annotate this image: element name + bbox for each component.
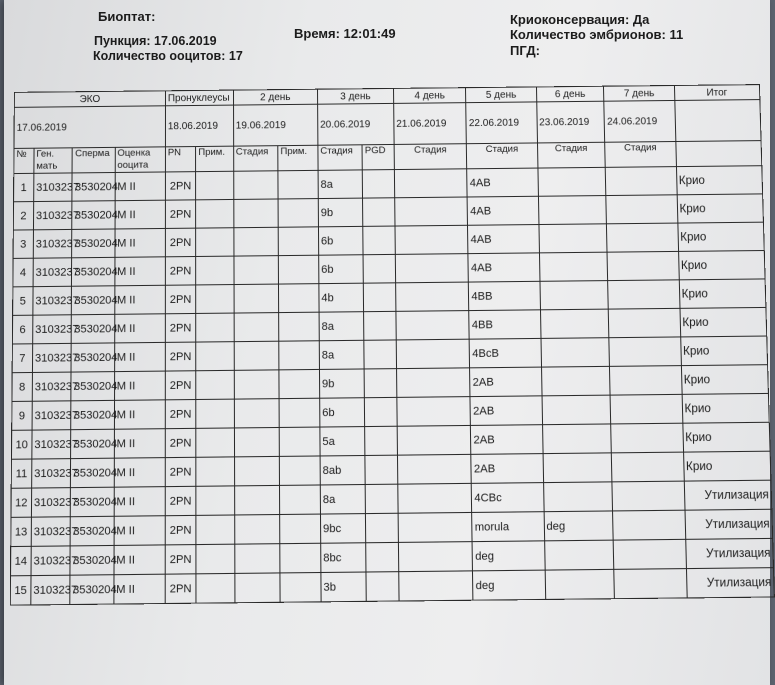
cell-pn-note: [196, 342, 234, 371]
cell-result: Утилизация: [685, 538, 773, 568]
cell-gen-mother: 3103237: [32, 459, 72, 488]
cell-pn: 2PN: [165, 515, 196, 545]
cell-d2-note: [278, 255, 318, 284]
col-sperm: Сперма: [73, 147, 115, 173]
cell-d2-stage: [234, 544, 280, 574]
cell-result: Утилизация: [684, 480, 772, 510]
cell-oocyte-grade: M II: [115, 228, 166, 257]
cell-d2-stage: [234, 370, 279, 399]
cell-d2-stage: [234, 313, 279, 342]
cell-gen-mother: 3103237: [34, 173, 73, 202]
cell-d3-pgd: [366, 513, 399, 543]
group-day6: 6 день: [536, 86, 604, 102]
cell-oocyte-grade: M II: [114, 314, 165, 343]
cell-pn: 2PN: [165, 486, 196, 515]
cell-d7-stage: [611, 423, 683, 453]
cell-oocyte-grade: M II: [114, 545, 166, 575]
biopsy-label: Биоптат:: [98, 9, 156, 24]
group-pronucleus: Пронуклеусы: [165, 90, 233, 106]
cell-sperm: 3530204: [72, 286, 115, 315]
cell-num: 14: [11, 546, 32, 575]
cell-gen-mother: 3103237: [31, 546, 71, 576]
cell-d2-note: [279, 341, 319, 370]
cell-d4-stage: [397, 425, 471, 455]
cell-d4-stage: [395, 197, 468, 226]
col-d7-stage: Стадия: [605, 142, 676, 168]
cell-d3-pgd: [363, 254, 395, 283]
cell-d5-stage: 2AB: [470, 396, 542, 426]
date-eko: 17.06.2019: [14, 106, 165, 149]
cell-num: 13: [11, 517, 32, 546]
col-d3-stage: Стадия: [318, 145, 363, 171]
cell-d5-stage: 2AB: [470, 367, 542, 397]
cell-pn: 2PN: [165, 200, 196, 229]
cell-result: Утилизация: [685, 509, 773, 539]
group-day5: 5 день: [466, 87, 536, 103]
cell-d5-stage: 4AB: [467, 196, 538, 225]
cell-d2-stage: [233, 199, 278, 228]
cell-d2-note: [279, 369, 320, 398]
cell-pn-note: [196, 285, 234, 314]
cell-d2-stage: [234, 514, 280, 544]
col-oocyte-grade: Оценка ооцита: [115, 147, 166, 173]
cell-d5-stage: 4BcB: [469, 338, 541, 367]
cell-d6-stage: [537, 167, 606, 196]
cell-d2-note: [279, 398, 320, 427]
cell-gen-mother: 3103237: [31, 575, 71, 605]
cell-d3-stage: 8a: [319, 312, 364, 341]
cell-d3-pgd: [363, 170, 395, 199]
date-day6: 23.06.2019: [536, 101, 605, 143]
cell-d6-stage: [538, 224, 607, 253]
cell-result: Крио: [677, 222, 764, 251]
cell-d5-stage: 4BB: [469, 310, 540, 339]
cell-pn: 2PN: [165, 172, 196, 201]
cell-d3-pgd: [364, 340, 396, 369]
cell-d3-pgd: [365, 455, 397, 484]
cell-d6-stage: [541, 338, 610, 367]
cell-oocyte-grade: M II: [114, 257, 165, 286]
cell-oocyte-grade: M II: [114, 429, 165, 458]
cell-pn-note: [196, 486, 234, 516]
cell-d3-pgd: [366, 572, 399, 602]
cell-result: Крио: [677, 194, 764, 223]
cell-oocyte-grade: M II: [113, 574, 165, 604]
group-day4: 4 день: [393, 88, 466, 104]
cell-result: Крио: [679, 279, 766, 308]
cell-oocyte-grade: M II: [115, 172, 166, 201]
cell-d7-stage: [608, 280, 680, 309]
document-sheet: [4, 0, 770, 685]
cell-d7-stage: [606, 167, 677, 196]
cell-d4-stage: [395, 225, 468, 254]
cell-result: Крио: [682, 393, 770, 423]
cell-pn: 2PN: [165, 545, 196, 575]
cell-d2-stage: [234, 399, 279, 428]
cell-sperm: 3530204: [72, 172, 114, 201]
col-d6-stage: Стадия: [537, 142, 606, 168]
cell-d6-stage: [543, 482, 613, 512]
cell-d2-note: [279, 284, 319, 313]
cell-sperm: 3530204: [71, 400, 114, 429]
cell-pn: 2PN: [165, 228, 196, 257]
cell-d4-stage: [398, 483, 472, 513]
cell-gen-mother: 3103237: [33, 229, 72, 258]
cell-d3-stage: 8a: [318, 170, 363, 199]
col-gen-mother: Ген. мать: [34, 148, 73, 174]
cell-d3-pgd: [364, 369, 396, 398]
cell-d3-stage: 8a: [320, 484, 366, 514]
cell-result: Крио: [676, 166, 763, 195]
cell-result: Крио: [680, 307, 767, 337]
cell-d4-stage: [395, 282, 469, 311]
cell-d7-stage: [614, 539, 686, 569]
cell-d5-stage: 4AB: [467, 168, 538, 197]
cell-pn: 2PN: [165, 256, 196, 285]
cell-sperm: 3530204: [72, 229, 115, 258]
cell-oocyte-grade: M II: [114, 285, 165, 314]
cell-d7-stage: [610, 366, 682, 396]
cell-pn: 2PN: [165, 428, 196, 457]
cell-pn-note: [196, 171, 234, 200]
cell-d2-stage: [234, 427, 279, 456]
cell-d2-note: [278, 227, 318, 256]
col-total: [675, 141, 761, 167]
cell-gen-mother: 3103237: [32, 372, 71, 401]
cell-d2-stage: [234, 256, 279, 285]
date-day3: 20.06.2019: [317, 103, 394, 145]
cell-d5-stage: morula: [472, 512, 544, 542]
date-day4: 21.06.2019: [394, 103, 467, 145]
cell-oocyte-grade: M II: [114, 516, 165, 546]
cell-d6-stage: deg: [544, 511, 614, 541]
cell-d3-pgd: [363, 226, 395, 255]
cell-d3-stage: 9bc: [320, 514, 366, 544]
cell-d3-stage: 4b: [319, 283, 364, 312]
cell-sperm: 3530204: [71, 516, 114, 546]
cell-d2-stage: [234, 341, 279, 370]
cell-d2-note: [280, 514, 321, 544]
cell-num: 3: [13, 230, 33, 259]
cell-d2-note: [279, 312, 319, 341]
cell-pn-note: [196, 199, 234, 228]
cell-d3-stage: 8ab: [320, 455, 366, 484]
col-d2-stage: Стадия: [233, 146, 278, 172]
cell-d7-stage: [607, 251, 678, 280]
time-label: Время: 12:01:49: [294, 26, 396, 41]
cell-pn-note: [196, 313, 234, 342]
cell-result: Крио: [683, 451, 771, 481]
date-total: [674, 100, 761, 142]
cell-sperm: 3530204: [70, 545, 113, 575]
cell-d4-stage: [397, 454, 471, 484]
cell-result: Крио: [678, 251, 765, 280]
cell-d4-stage: [394, 169, 467, 198]
cell-pn-note: [196, 256, 234, 285]
cell-sperm: 3530204: [70, 575, 113, 605]
cell-d6-stage: [545, 569, 615, 599]
cell-sperm: 3530204: [71, 429, 114, 458]
cell-d4-stage: [396, 339, 470, 368]
cell-num: 12: [11, 488, 32, 517]
cell-d2-stage: [233, 171, 278, 200]
col-pn: PN: [165, 147, 196, 172]
cell-d2-stage: [234, 284, 279, 313]
cell-d2-note: [278, 170, 318, 199]
cell-d5-stage: 4CBc: [472, 483, 544, 513]
cell-num: 7: [12, 344, 32, 373]
cell-result: Крио: [681, 365, 768, 395]
group-eko: ЭКО: [14, 91, 165, 108]
cell-d3-stage: 8bc: [321, 543, 367, 573]
cell-sperm: 3530204: [72, 314, 115, 343]
cell-d3-stage: 8a: [319, 340, 364, 369]
cell-result: Утилизация: [686, 568, 774, 598]
cell-pn-note: [196, 573, 234, 603]
cell-gen-mother: 3103237: [33, 315, 72, 344]
cell-d3-pgd: [364, 283, 396, 312]
cell-pn-note: [196, 399, 234, 428]
cell-pn-note: [196, 457, 234, 486]
date-day5: 22.06.2019: [466, 102, 537, 144]
cell-d7-stage: [606, 195, 677, 224]
cell-d6-stage: [543, 453, 613, 483]
cell-d3-stage: 9b: [318, 198, 363, 227]
cell-gen-mother: 3103237: [33, 258, 72, 287]
cell-num: 11: [11, 459, 31, 488]
cell-sperm: 3530204: [71, 458, 114, 487]
col-d3-pgd: PGD: [362, 144, 394, 169]
cell-d3-pgd: [363, 198, 395, 227]
cell-d4-stage: [395, 254, 469, 283]
cell-d2-stage: [234, 485, 279, 515]
cell-d4-stage: [398, 512, 472, 542]
col-pn-note: Прим.: [196, 146, 234, 172]
cryo-status: Криоконсервация: Да: [510, 12, 650, 27]
cell-gen-mother: 3103237: [32, 343, 71, 372]
cell-pn: 2PN: [165, 313, 196, 342]
cell-pn: 2PN: [165, 342, 196, 371]
cell-d5-stage: deg: [473, 570, 545, 600]
cell-gen-mother: 3103237: [31, 488, 71, 518]
table-body: [10, 85, 774, 606]
cell-oocyte-grade: M II: [114, 342, 165, 371]
cell-gen-mother: 3103237: [33, 201, 72, 230]
cell-d3-pgd: [365, 426, 397, 455]
cell-d4-stage: [399, 571, 474, 601]
cell-num: 5: [13, 287, 33, 316]
cell-d2-note: [278, 199, 318, 228]
cell-d2-note: [280, 485, 321, 515]
cell-d4-stage: [397, 397, 471, 427]
cell-d7-stage: [609, 308, 681, 337]
cell-d6-stage: [542, 424, 612, 454]
cell-d3-stage: 6b: [318, 226, 363, 255]
cell-pn-note: [196, 228, 234, 257]
col-d2-note: Прим.: [278, 145, 318, 171]
cell-d7-stage: [612, 452, 684, 482]
cell-num: 6: [12, 315, 32, 344]
col-num: №: [14, 148, 34, 173]
cell-d7-stage: [614, 569, 687, 599]
cell-d2-stage: [235, 573, 281, 603]
cell-d3-stage: 9b: [319, 369, 364, 398]
cell-sperm: 3530204: [71, 372, 114, 401]
col-d4-stage: Стадия: [394, 144, 467, 170]
puncture-date: Пункция: 17.06.2019: [94, 34, 217, 48]
cell-d7-stage: [610, 394, 682, 424]
cell-d5-stage: 4BB: [469, 281, 540, 310]
cell-d2-stage: [234, 456, 279, 485]
cell-d5-stage: 2AB: [471, 454, 543, 484]
cell-pn-note: [196, 515, 234, 545]
date-day7: 24.06.2019: [604, 100, 675, 142]
cell-d2-note: [280, 543, 321, 573]
pgd-label: ПГД:: [510, 43, 540, 58]
cell-d5-stage: deg: [472, 541, 544, 571]
col-d5-stage: Стадия: [467, 143, 538, 169]
cell-pn-note: [196, 428, 234, 457]
cell-d7-stage: [612, 481, 684, 511]
group-day3: 3 день: [317, 88, 393, 104]
cell-d2-stage: [234, 227, 279, 256]
cell-sperm: 3530204: [71, 487, 114, 517]
cell-num: 15: [10, 576, 31, 606]
cell-num: 8: [12, 372, 32, 401]
cell-d3-stage: 3b: [321, 572, 367, 602]
cell-result: Крио: [682, 422, 770, 452]
cell-d2-note: [280, 572, 321, 602]
cell-d6-stage: [541, 366, 610, 395]
cell-num: 1: [14, 173, 34, 201]
cell-d5-stage: 2AB: [471, 425, 543, 455]
cell-gen-mother: 3103237: [32, 401, 71, 430]
cell-d7-stage: [607, 223, 678, 252]
date-pronucleus: 18.06.2019: [165, 105, 233, 147]
cell-d3-stage: 6b: [319, 255, 364, 284]
cell-num: 10: [11, 430, 31, 459]
cell-pn: 2PN: [165, 400, 196, 429]
cell-oocyte-grade: M II: [114, 458, 165, 488]
cell-d6-stage: [544, 540, 614, 570]
cell-d4-stage: [398, 542, 473, 572]
cell-sperm: 3530204: [71, 343, 114, 372]
embryo-count: Количество эмбрионов: 11: [510, 27, 684, 42]
cell-oocyte-grade: M II: [114, 487, 165, 517]
cell-oocyte-grade: M II: [114, 400, 165, 429]
cell-pn: 2PN: [165, 574, 196, 604]
cell-pn-note: [196, 544, 234, 574]
cell-d4-stage: [396, 368, 470, 398]
cell-d6-stage: [542, 395, 611, 425]
cell-d6-stage: [538, 196, 607, 225]
cell-d4-stage: [396, 311, 470, 340]
cell-oocyte-grade: M II: [114, 371, 165, 400]
cell-pn-note: [196, 370, 234, 399]
cell-num: 4: [13, 258, 33, 287]
cell-d5-stage: 4AB: [468, 225, 539, 254]
cell-result: Крио: [680, 336, 767, 366]
embryo-table: [10, 84, 775, 606]
group-total: Итог: [674, 85, 760, 101]
cell-d6-stage: [540, 281, 609, 310]
cell-d3-stage: 6b: [320, 398, 365, 427]
cell-pn: 2PN: [165, 371, 196, 400]
oocyte-count: Количество ооцитов: 17: [93, 49, 243, 63]
cell-d5-stage: 4AB: [468, 253, 539, 282]
cell-d2-note: [279, 427, 320, 456]
cell-gen-mother: 3103237: [32, 430, 71, 459]
cell-sperm: 3530204: [72, 201, 114, 230]
cell-d3-pgd: [366, 542, 399, 572]
cell-d3-stage: 5a: [320, 427, 365, 456]
cell-pn: 2PN: [165, 285, 196, 314]
cell-gen-mother: 3103237: [31, 517, 71, 547]
cell-d6-stage: [539, 252, 608, 281]
cell-pn: 2PN: [165, 457, 196, 486]
date-day2: 19.06.2019: [233, 104, 318, 146]
group-day7: 7 день: [604, 86, 675, 102]
cell-d2-note: [279, 456, 320, 485]
cell-d6-stage: [540, 309, 609, 338]
cell-d3-pgd: [365, 397, 397, 426]
cell-d3-pgd: [364, 311, 396, 340]
cell-num: 2: [13, 202, 33, 230]
cell-d3-pgd: [365, 484, 398, 513]
cell-d7-stage: [609, 337, 681, 366]
group-day2: 2 день: [233, 89, 317, 105]
cell-d7-stage: [613, 510, 685, 540]
cell-num: 9: [12, 401, 32, 430]
cell-gen-mother: 3103237: [33, 286, 72, 315]
cell-oocyte-grade: M II: [115, 200, 166, 229]
cell-sperm: 3530204: [72, 257, 115, 286]
